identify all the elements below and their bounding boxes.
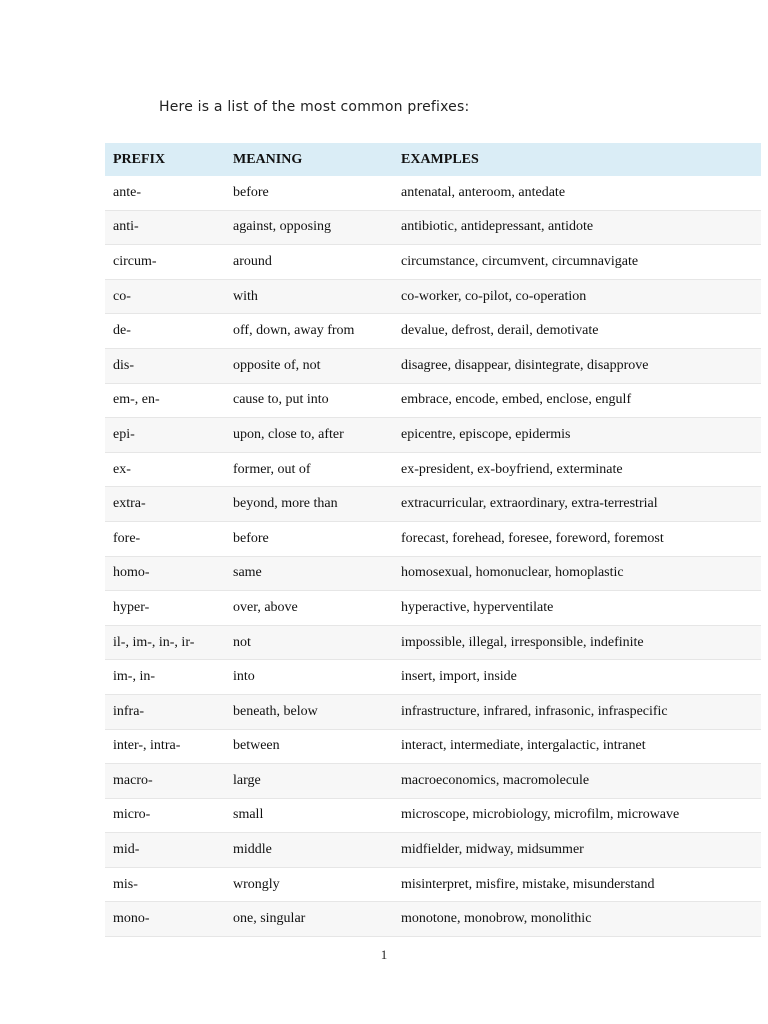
meaning-cell: upon, close to, after	[233, 426, 344, 442]
prefix-cell: infra-	[113, 703, 145, 719]
examples-cell: microscope, microbiology, microfilm, microwave	[401, 807, 680, 823]
examples-cell: hyperactive, hyperventilate	[401, 599, 554, 615]
examples-cell: midfielder, midway, midsummer	[401, 842, 584, 858]
table-row	[105, 452, 761, 487]
meaning-cell: not	[233, 634, 251, 650]
table-row	[105, 210, 761, 245]
table-row	[105, 902, 761, 937]
examples-cell: embrace, encode, embed, enclose, engulf	[401, 392, 632, 408]
meaning-cell: before	[233, 530, 269, 546]
examples-cell: disagree, disappear, disintegrate, disapprove	[401, 357, 649, 373]
table-row	[105, 694, 761, 729]
table-row	[105, 833, 761, 868]
meaning-cell: wrongly	[233, 876, 280, 892]
table-row	[105, 591, 761, 626]
prefix-cell: mis-	[113, 876, 138, 892]
prefix-cell: anti-	[113, 219, 139, 235]
table-row	[105, 764, 761, 799]
prefix-cell: circum-	[113, 253, 157, 269]
examples-cell: antenatal, anteroom, antedate	[401, 184, 566, 200]
prefix-cell: ante-	[113, 184, 141, 200]
table-row	[105, 348, 761, 383]
meaning-cell: one, singular	[233, 911, 306, 927]
table-row	[105, 487, 761, 522]
examples-cell: devalue, defrost, derail, demotivate	[401, 323, 599, 339]
table-row	[105, 867, 761, 902]
examples-cell: macroeconomics, macromolecule	[401, 772, 590, 788]
table-row	[105, 556, 761, 591]
table-row	[105, 176, 761, 210]
table-header-row	[105, 143, 761, 176]
header-meaning: MEANING	[233, 151, 303, 167]
prefix-cell: epi-	[113, 426, 135, 442]
prefix-cell: extra-	[113, 496, 146, 512]
examples-cell: homosexual, homonuclear, homoplastic	[401, 565, 624, 581]
examples-cell: impossible, illegal, irresponsible, indefinite	[401, 634, 644, 650]
meaning-cell: same	[233, 565, 262, 581]
table-row	[105, 660, 761, 695]
prefix-cell: im-, in-	[113, 669, 155, 685]
prefix-cell: em-, en-	[113, 392, 160, 408]
examples-cell: insert, import, inside	[401, 669, 517, 685]
table-row	[105, 314, 761, 349]
table-row	[105, 418, 761, 453]
prefix-cell: mono-	[113, 911, 150, 927]
table-row	[105, 798, 761, 833]
table-row	[105, 729, 761, 764]
meaning-cell: into	[233, 669, 255, 685]
examples-cell: co-worker, co-pilot, co-operation	[401, 288, 587, 304]
prefix-cell: co-	[113, 288, 131, 304]
meaning-cell: small	[233, 807, 264, 823]
prefix-cell: homo-	[113, 565, 150, 581]
meaning-cell: beneath, below	[233, 703, 318, 719]
prefix-table	[105, 143, 761, 937]
table-row	[105, 279, 761, 314]
intro-heading: Here is a list of the most common prefixes:	[159, 99, 470, 115]
prefix-cell: mid-	[113, 842, 140, 858]
examples-cell: ex-president, ex-boyfriend, exterminate	[401, 461, 623, 477]
examples-cell: extracurricular, extraordinary, extra-terrestrial	[401, 496, 658, 512]
table-row	[105, 245, 761, 280]
header-prefix: PREFIX	[113, 151, 166, 167]
meaning-cell: large	[233, 772, 261, 788]
table-row	[105, 521, 761, 556]
prefix-cell: micro-	[113, 807, 151, 823]
examples-cell: circumstance, circumvent, circumnavigate	[401, 253, 639, 269]
meaning-cell: between	[233, 738, 280, 754]
meaning-cell: middle	[233, 842, 272, 858]
meaning-cell: before	[233, 184, 269, 200]
table-row	[105, 625, 761, 660]
table-body	[105, 176, 761, 937]
table-row	[105, 383, 761, 418]
meaning-cell: former, out of	[233, 461, 311, 477]
meaning-cell: with	[233, 288, 258, 304]
prefix-cell: dis-	[113, 357, 134, 373]
prefix-cell: hyper-	[113, 599, 150, 615]
page-number: 1	[380, 947, 388, 962]
meaning-cell: cause to, put into	[233, 392, 329, 408]
meaning-cell: opposite of, not	[233, 357, 321, 373]
meaning-cell: beyond, more than	[233, 496, 338, 512]
table-header	[105, 143, 761, 176]
prefix-cell: ex-	[113, 461, 131, 477]
examples-cell: forecast, forehead, foresee, foreword, foremost	[401, 530, 664, 546]
meaning-cell: around	[233, 253, 272, 269]
prefix-cell: inter-, intra-	[113, 738, 181, 754]
examples-cell: epicentre, episcope, epidermis	[401, 426, 571, 442]
examples-cell: interact, intermediate, intergalactic, intranet	[401, 738, 646, 754]
meaning-cell: off, down, away from	[233, 323, 355, 339]
header-examples: EXAMPLES	[401, 151, 479, 167]
prefix-cell: de-	[113, 323, 131, 339]
prefix-cell: fore-	[113, 530, 141, 546]
prefix-cell: il-, im-, in-, ir-	[113, 634, 195, 650]
examples-cell: misinterpret, misfire, mistake, misunderstand	[401, 876, 655, 892]
prefix-cell: macro-	[113, 772, 153, 788]
meaning-cell: over, above	[233, 599, 298, 615]
examples-cell: infrastructure, infrared, infrasonic, infraspecific	[401, 703, 668, 719]
meaning-cell: against, opposing	[233, 219, 331, 235]
examples-cell: monotone, monobrow, monolithic	[401, 911, 592, 927]
examples-cell: antibiotic, antidepressant, antidote	[401, 219, 594, 235]
